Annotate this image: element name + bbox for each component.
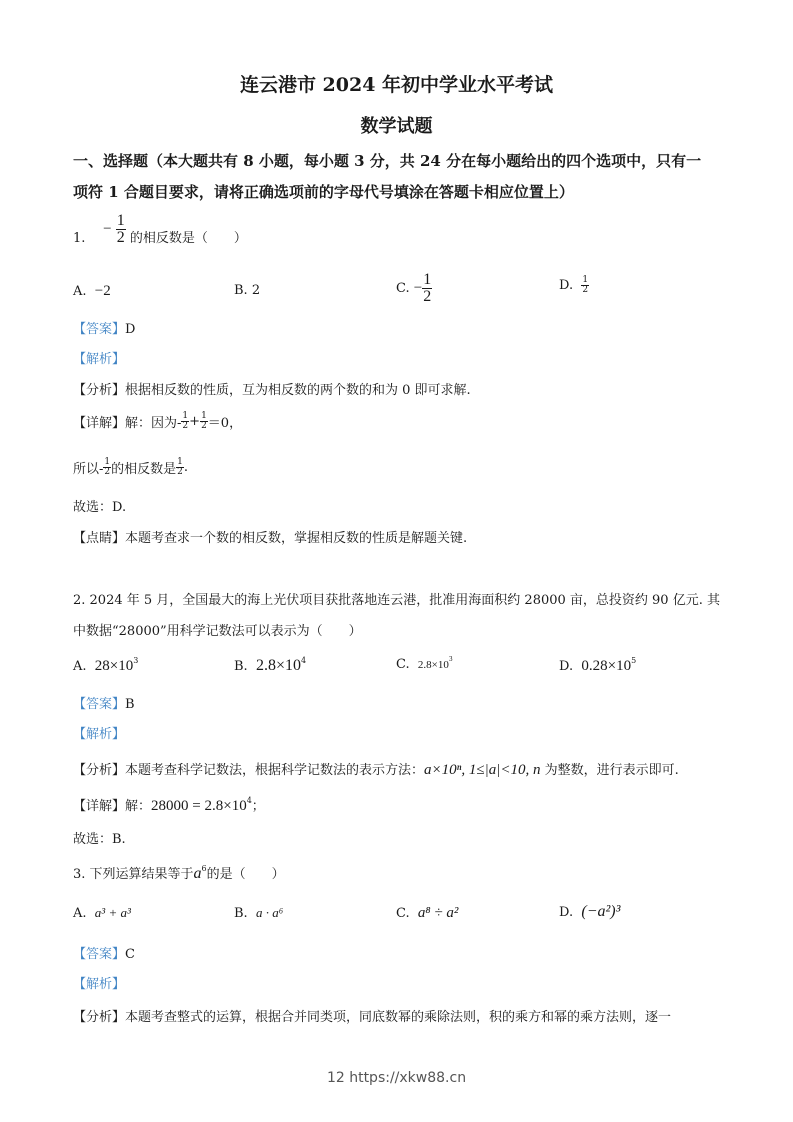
section-instructions-line2: 项符 1 合题目要求，请将正确选项前的字母代号填涂在答题卡相应位置上）: [73, 183, 574, 201]
answer-line: 【答案】D: [73, 322, 136, 337]
option-a: A. $28\times 10^3$: [73, 656, 139, 674]
option-b: B. a · a⁶: [234, 905, 284, 921]
exam-title: 连云港市 2024 年初中学业水平考试: [239, 74, 554, 96]
exam-subtitle: 数学试题: [360, 116, 433, 137]
dianjing-line: 【点睛】本题考查求一个数的相反数，掌握相反数的性质是解题关键.: [73, 531, 468, 546]
question-3: 3. 下列运算结果等于$a^6$的是（ ）: [73, 864, 285, 882]
detail-line: 【详解】解：$28000 = 2.8\times 10^4$；: [73, 796, 265, 814]
fenxi-line: 【分析】根据相反数的性质，互为相反数的两个数的和为 0 即可求解.: [73, 383, 471, 398]
option-d: D. $\frac{1}{2}$: [559, 275, 589, 295]
option-a: A. a³ + a³: [73, 905, 131, 921]
option-d: D. $0.28\times 10^5$: [559, 656, 637, 674]
option-b: B. $2.8\times 10^4$: [234, 656, 307, 674]
question-stem: 的相反数是（ ）: [129, 231, 247, 246]
question-1: [73, 213, 247, 246]
section-instructions-line1: 一、选择题（本大题共有 8 小题，每小题 3 分，共 24 分在每小题给出的四个选项中，只有一: [73, 152, 702, 170]
analysis-label: 【解析】: [73, 352, 126, 367]
question-2-line1: 2. 2024 年 5 月，全国最大的海上光伏项目获批落地连云港，批准用海面积约 28000 亩，总投资约 90 亿元. 其: [73, 593, 720, 608]
page-footer: 12 https://xkw88.cn: [326, 1070, 467, 1086]
option-b: B. 2: [234, 283, 261, 298]
question-2-line2: 中数据“28000”用科学记数法可以表示为（ ）: [73, 624, 362, 639]
option-a: A. −2: [73, 283, 111, 299]
question-fraction: − $\frac{1}{2}$: [103, 212, 125, 246]
fenxi-line: 【分析】本题考查整式的运算，根据合并同类项，同底数幂的乘除法则，积的乘方和幂的乘方法则，逐一: [73, 1010, 672, 1025]
option-c: C. − $\frac{1}{2}$: [396, 271, 432, 305]
option-c: C. $2.8\times 10^3$: [396, 656, 453, 672]
question-number: 1.: [73, 231, 86, 246]
analysis-label: 【解析】: [73, 977, 126, 992]
option-d: D. (−a²)³: [559, 903, 621, 920]
analysis-label: 【解析】: [73, 727, 126, 742]
choose-line: 故选：B.: [73, 832, 126, 847]
detail-line: 【详解】解：因为- $\frac{1}{2}$ + $\frac{1}{2}$ ＝0，: [73, 411, 243, 431]
conclusion-line: 所以- $\frac{1}{2}$ 的相反数是 $\frac{1}{2}$ .: [73, 457, 189, 477]
fenxi-line: 【分析】本题考查科学记数法，根据科学记数法的表示方法：a×10ⁿ, 1≤|a|<10, n 为整数，进行表示即可.: [73, 762, 679, 778]
answer-line: 【答案】B: [73, 697, 135, 712]
choose-line: 故选：D.: [73, 500, 127, 515]
answer-line: 【答案】C: [73, 947, 135, 962]
option-c: C. a⁸ ÷ a²: [396, 905, 459, 921]
